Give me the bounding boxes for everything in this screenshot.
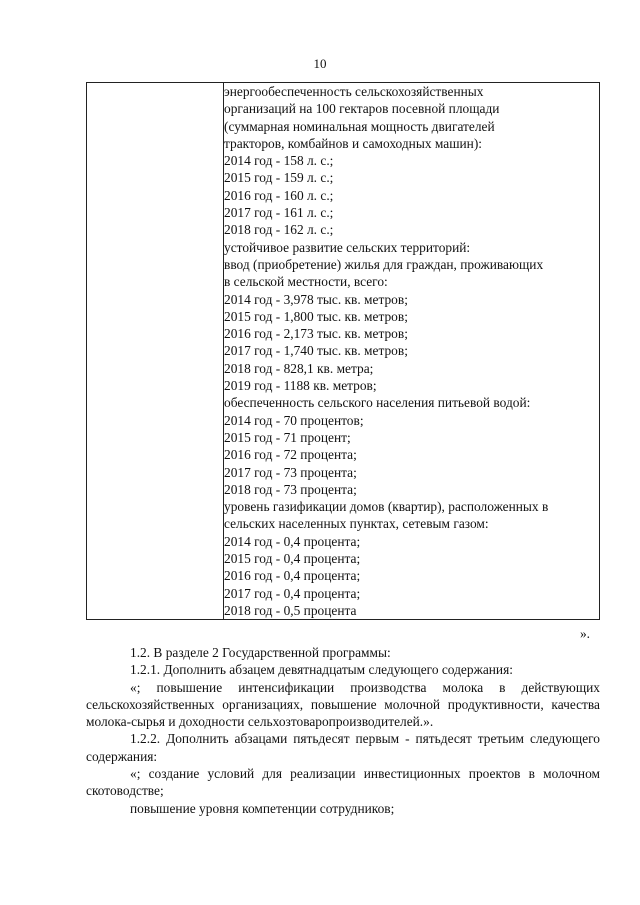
table-line: 2019 год - 1188 кв. метров; — [224, 378, 377, 394]
table-line: уровень газификации домов (квартир), расположенных в — [224, 499, 549, 515]
table-line: 2018 год - 828,1 кв. метра; — [224, 360, 374, 376]
table-line: 2015 год - 159 л. с.; — [224, 170, 334, 186]
paragraph-1-2-1: 1.2.1. Дополнить абзацем девятнадцатым следующего содержания: — [130, 662, 513, 678]
table-line: 2018 год - 0,5 процента — [224, 602, 357, 618]
table-line: 2017 год - 1,740 тыс. кв. метров; — [224, 343, 408, 359]
table-line: 2017 год - 161 л. с.; — [224, 205, 334, 221]
table-line: в сельской местности, всего: — [224, 274, 388, 290]
table-cell-empty — [87, 83, 224, 620]
table-line: устойчивое развитие сельских территорий: — [224, 239, 471, 255]
table-line: 2018 год - 162 л. с.; — [224, 222, 334, 238]
table-line: 2014 год - 158 л. с.; — [224, 153, 334, 169]
table-line: 2016 год - 160 л. с.; — [224, 187, 334, 203]
table-line: 2016 год - 2,173 тыс. кв. метров; — [224, 326, 408, 342]
paragraph-1-2-2: 1.2.2. Дополнить абзацами пятьдесят первым - пятьдесят третьим следующего содержания: — [86, 731, 600, 764]
table-line: 2014 год - 0,4 процента; — [224, 533, 361, 549]
table-line: обеспеченность сельского населения питьевой водой: — [224, 395, 531, 411]
table-line: 2017 год - 73 процента; — [224, 464, 357, 480]
table-line: 2015 год - 1,800 тыс. кв. метров; — [224, 308, 408, 324]
table-line: организаций на 100 гектаров посевной площади — [224, 101, 500, 117]
table-line: 2014 год - 70 процентов; — [224, 412, 364, 428]
table-line: сельских населенных пунктах, сетевым газом: — [224, 516, 489, 532]
amendment-text — [86, 644, 600, 817]
quoted-paragraph-investment: «; создание условий для реализации инвестиционных проектов в молочном скотоводстве; — [86, 766, 600, 799]
table-line: (суммарная номинальная мощность двигателей — [224, 118, 495, 134]
table-line: 2017 год - 0,4 процента; — [224, 585, 361, 601]
paragraph-staff-competence: повышение уровня компетенции сотрудников; — [130, 800, 395, 816]
page-number: 10 — [313, 56, 327, 71]
table-line: 2018 год - 73 процента; — [224, 481, 357, 497]
table-line: 2016 год - 72 процента; — [224, 447, 357, 463]
table-line: ввод (приобретение) жилья для граждан, проживающих — [224, 256, 544, 272]
closing-quote-mark: ». — [579, 626, 590, 641]
section-heading-1-2: 1.2. В разделе 2 Государственной программы: — [130, 645, 391, 660]
program-indicators-table — [86, 82, 600, 620]
table-line: 2016 год - 0,4 процента; — [224, 568, 361, 584]
table-line: 2015 год - 71 процент; — [224, 429, 351, 445]
indicators-cell — [224, 83, 600, 620]
quoted-paragraph-milk: «; повышение интенсификации производства молока в действующих сельскохозяйственных организациях, повышение молочной продуктивности, качества молока-сырья и доходности сельхозтоваропроизводителей.». — [86, 679, 600, 730]
table-line: 2014 год - 3,978 тыс. кв. метров; — [224, 291, 408, 307]
table-line: энергообеспеченность сельскохозяйственных — [224, 84, 484, 99]
table-line: тракторов, комбайнов и самоходных машин): — [224, 135, 483, 151]
table-row — [87, 83, 600, 620]
table-line: 2015 год - 0,4 процента; — [224, 551, 361, 567]
